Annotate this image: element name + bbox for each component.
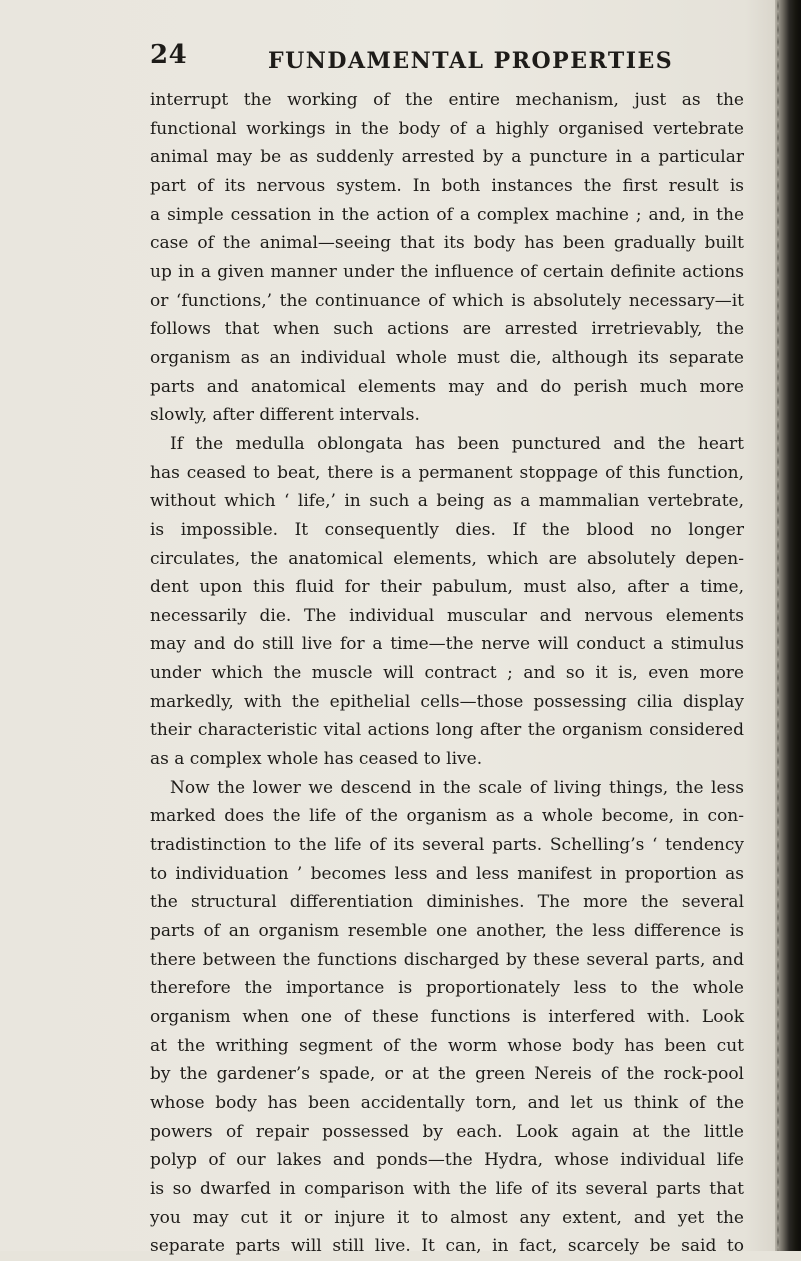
text-line: may and do still live for a time—the nerve will conduct a stimulus	[150, 634, 744, 655]
text-line: at the writhing segment of the worm whose body has been cut	[150, 1035, 744, 1056]
page-header	[150, 40, 770, 86]
text-line: the structural differentiation diminishes. The more the several	[150, 892, 744, 913]
text-line: has ceased to beat, there is a permanent stoppage of this function,	[150, 462, 744, 483]
text-line: If the medulla oblongata has been punctured and the heart	[170, 433, 744, 454]
text-line: as a complex whole has ceased to live.	[150, 749, 483, 770]
text-line: separate parts will still live. It can, in fact, scarcely be said to	[150, 1236, 744, 1257]
text-line: you may cut it or injure it to almost any extent, and yet the	[150, 1207, 744, 1228]
text-line: tradistinction to the life of its several parts. Schelling’s ‘ tendency	[150, 835, 744, 856]
page-number: 24	[150, 40, 188, 70]
text-line: parts and anatomical elements may and do perish much more	[150, 376, 744, 397]
text-line: parts of an organism resemble one another, the less difference is	[150, 921, 744, 942]
text-line: organism as an individual whole must die, although its separate	[150, 347, 744, 368]
text-line: up in a given manner under the influence of certain definite actions	[150, 261, 744, 282]
text-line: or ‘functions,’ the continuance of which is absolutely necessary—it	[150, 290, 744, 311]
text-line: powers of repair possessed by each. Look again at the little	[150, 1121, 744, 1142]
text-line: their characteristic vital actions long after the organism considered	[150, 720, 744, 741]
text-line: whose body has been accidentally torn, and let us think of the	[150, 1092, 744, 1113]
text-line: animal may be as suddenly arrested by a puncture in a particular	[150, 147, 744, 168]
body-text	[150, 86, 744, 1261]
text-line: case of the animal—seeing that its body has been gradually built	[150, 233, 744, 254]
text-line: is impossible. It consequently dies. If the blood no longer	[150, 519, 744, 540]
text-line: follows that when such actions are arrested irretrievably, the	[150, 319, 744, 340]
text-line: to individuation ’ becomes less and less manifest in proportion as	[150, 863, 744, 884]
text-line: functional workings in the body of a highly organised vertebrate	[150, 118, 744, 139]
text-line: part of its nervous system. In both instances the first result is	[150, 175, 744, 196]
text-line: there between the functions discharged by these several parts, and	[150, 949, 744, 970]
text-line: is so dwarfed in comparison with the life of its several parts that	[150, 1178, 744, 1199]
text-line: Now the lower we descend in the scale of living things, the less	[170, 777, 744, 798]
page-edge-line	[777, 0, 779, 1251]
text-line: slowly, after different intervals.	[150, 405, 420, 426]
text-line: polyp of our lakes and ponds—the Hydra, whose individual life	[150, 1150, 744, 1171]
text-line: interrupt the working of the entire mechanism, just as the	[150, 90, 744, 110]
text-line: necessarily die. The individual muscular and nervous elements	[150, 605, 744, 626]
text-line: under which the muscle will contract ; and so it is, even more	[150, 663, 744, 684]
text-line: therefore the importance is proportionately less to the whole	[150, 978, 744, 999]
text-line: without which ‘ life,’ in such a being as a mammalian vertebrate,	[150, 491, 744, 512]
text-line: a simple cessation in the action of a complex machine ; and, in the	[150, 204, 744, 225]
text-line: by the gardener’s spade, or at the green Nereis of the rock-pool	[150, 1064, 744, 1085]
text-line: organism when one of these functions is interfered with. Look	[150, 1007, 744, 1027]
text-line: markedly, with the epithelial cells—those possessing cilia display	[150, 691, 744, 712]
text-line: marked does the life of the organism as a whole become, in con-	[150, 806, 744, 827]
text-line: circulates, the anatomical elements, which are absolutely depen-	[150, 548, 744, 569]
running-head: FUNDAMENTAL PROPERTIES	[268, 48, 674, 74]
text-line: dent upon this fluid for their pabulum, must also, after a time,	[150, 577, 744, 598]
